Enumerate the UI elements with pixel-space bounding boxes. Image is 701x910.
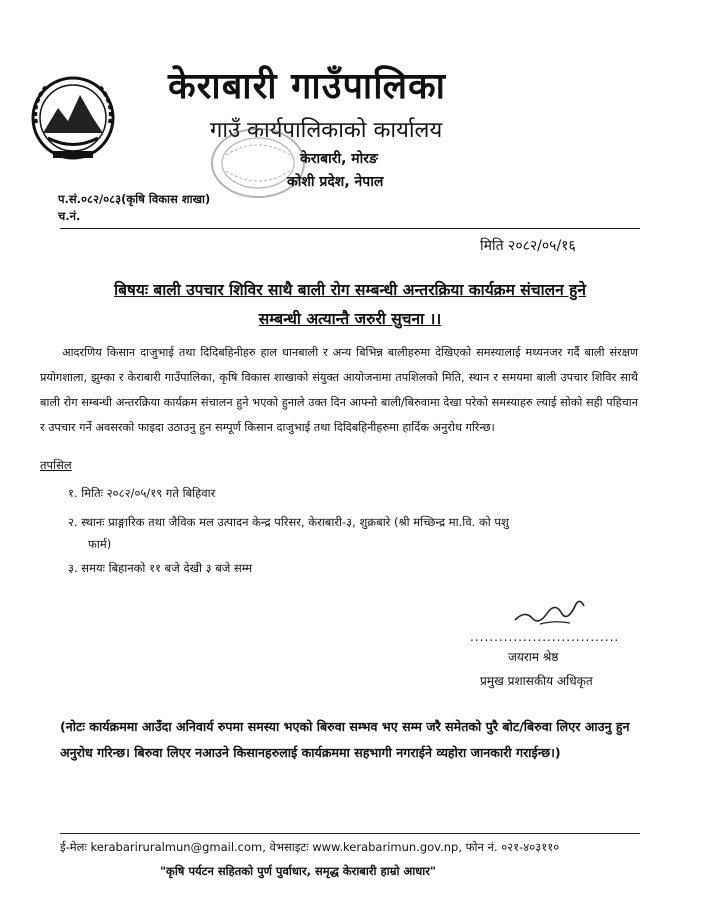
footer-slogan: "कृषि पर्यटन सहितको पुर्ण पुर्वाधार, समृद्ध केराबारी हाम्रो आधार" bbox=[160, 864, 436, 878]
government-emblem-icon bbox=[28, 73, 118, 163]
schedule-item: ३. समयः बिहानको ११ बजे देखी ३ बजे सम्म bbox=[68, 561, 253, 575]
dispatch-number: च.नं. bbox=[58, 209, 81, 223]
organization-name: केराबारी गाउँपालिका bbox=[168, 66, 446, 107]
signature-line: ............................... bbox=[470, 630, 620, 644]
header-divider bbox=[60, 228, 640, 229]
subject-line-1: बिषयः बाली उपचार शिविर साथै बाली रोग सम्बन्धी अन्तरक्रिया कार्यक्रम संचालन हुने bbox=[114, 281, 586, 299]
letter-date: मिति २०८२/०५/१६ bbox=[480, 238, 576, 254]
office-name: गाउँ कार्यपालिकाको कार्यालय bbox=[210, 118, 443, 143]
signer-name: जयराम श्रेष्ठ bbox=[508, 650, 559, 664]
schedule-label: तपसिल bbox=[40, 458, 72, 472]
footer-contact-info: ई-मेलः kerabariruralmun@gmail.com, वेभसाइटः www.kerabarimun.gov.np, फोन नं. ०२१-४०३११० bbox=[60, 840, 560, 854]
signer-title: प्रमुख प्रशासकीय अधिकृत bbox=[480, 674, 593, 688]
schedule-item: २. स्थानः प्राङ्गारिक तथा जैविक मल उत्पादन केन्द्र परिसर, केराबारी-३, शुक्रबारे (श्री मच्छिन्द्र मा.वि. को पशु bbox=[68, 515, 509, 529]
footer-divider bbox=[60, 833, 640, 834]
schedule-item: १. मितिः २०८२/०५/१९ गते बिहिवार bbox=[68, 486, 216, 500]
schedule-item: फार्म) bbox=[88, 537, 112, 551]
location-line-1: केराबारी, मोरङ bbox=[300, 151, 378, 167]
note-paragraph: (नोटः कार्यक्रममा आउँदा अनिवार्य रुपमा समस्या भएको बिरुवा सम्भव भए सम्म जरै समेतको पुरै बोट/बिरुवा लिएर आउनु हुन अनुरोध गरिन्छ। बिरुवा लिएर नआउने किसानहरुलाई कार्यक्रममा सहभागी नगराईने व्यहोरा जानकारी गराईन्छ।) bbox=[60, 719, 630, 760]
reference-number: प.सं.०८२/०८३(कृषि विकास शाखा) bbox=[58, 192, 211, 206]
body-paragraph: आदरणिय किसान दाजुभाई तथा दिदिबहिनीहरु हाल धानबाली र अन्य बिभिन्न बालीहरुमा देखिएको समस्यालाई मध्यनजर गर्दै बाली संरक्षण प्रयोगशाला, झुम्का र केराबारी गाउँपालिका, कृषि विकास शाखाको संयुक्त आयोजनामा तपशिलको मिति, स्थान र समयमा बाली उपचार शिविर साथै बाली रोग सम्बन्धी अन्तरक्रिया कार्यक्रम संचालन हुने भएको हुनाले उक्त दिन आफ्नो बाली/बिरुवामा देखा परेको समस्याहरु ल्याई सोको सही पहिचान र उपचार गर्ने अवसरको फाइदा उठाउनु हुन सम्पूर्ण किसान दाजुभाई तथा दिदिबहिनीहरुमा हार्दिक अनुरोध गरिन्छ। bbox=[40, 346, 638, 434]
handwritten-signature-icon bbox=[510, 590, 590, 630]
location-line-2: कोशी प्रदेश, नेपाल bbox=[287, 174, 384, 190]
subject-line-2: सम्बन्धी अत्यान्तै जरुरी सुचना ।। bbox=[258, 310, 442, 328]
